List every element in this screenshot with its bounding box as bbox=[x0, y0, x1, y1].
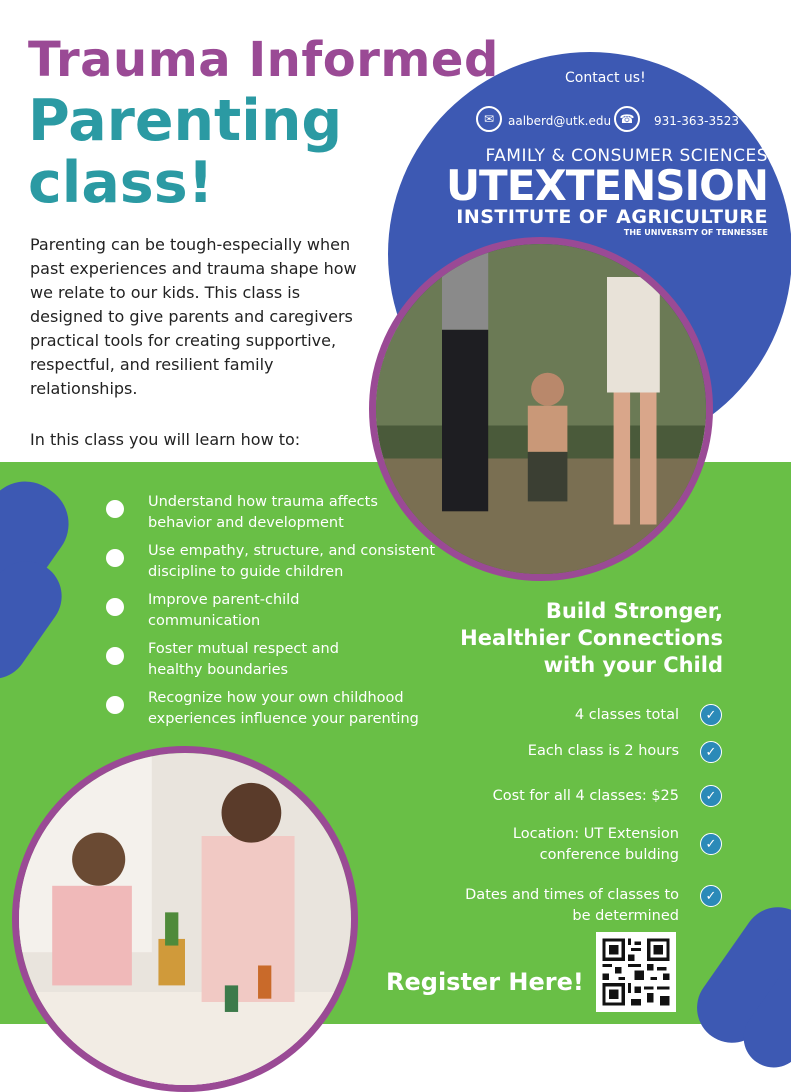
bullet-dot-icon bbox=[106, 696, 124, 714]
checkmark-icon: ✓ bbox=[700, 704, 722, 726]
mother-daughter-painting-photo bbox=[12, 746, 358, 1092]
checkmark-icon: ✓ bbox=[700, 741, 722, 763]
bullet-text: Use empathy, structure, and consistent discipline to guide children bbox=[148, 543, 436, 580]
bullet-dot-icon bbox=[106, 598, 124, 616]
bullet-dot-icon bbox=[106, 647, 124, 665]
intro-paragraph: Parenting can be tough-especially when past experiences and trauma shape how we relate to our kids. This class is designed to give parents and caregivers practical tools for creating supportive, respectful, and resilient family relationships. bbox=[30, 235, 357, 398]
feature-item: Dates and times of classes to be determined bbox=[465, 887, 679, 924]
bullet-text: Recognize how your own childhood experiences influence your parenting bbox=[148, 690, 419, 727]
list-item bbox=[106, 688, 446, 730]
bullet-text: Improve parent-child communication bbox=[148, 592, 300, 629]
contact-email[interactable]: aalberd@utk.edu bbox=[508, 114, 612, 128]
feature-item: Cost for all 4 classes: $25 bbox=[492, 788, 679, 804]
contact-phone[interactable]: 931-363-3523 bbox=[654, 114, 740, 128]
list-item bbox=[106, 541, 446, 583]
checkmark-icon: ✓ bbox=[700, 833, 722, 855]
bullet-dot-icon bbox=[106, 549, 124, 567]
checkmark-icon: ✓ bbox=[700, 885, 722, 907]
contact-title: Contact us! bbox=[565, 70, 646, 86]
list-item bbox=[106, 590, 348, 632]
qr-code-icon[interactable] bbox=[596, 932, 676, 1012]
bullet-text: Foster mutual respect and healthy boundaries bbox=[148, 641, 339, 678]
bullet-text: Understand how trauma affects behavior and development bbox=[148, 494, 378, 531]
learn-intro: In this class you will learn how to: bbox=[30, 430, 301, 449]
feature-item: Location: UT Extension conference bulding bbox=[512, 826, 679, 863]
feature-item: 4 classes total bbox=[574, 707, 679, 723]
logo-line-2: UTEXTENSION bbox=[445, 161, 768, 210]
logo-line-1: FAMILY & CONSUMER SCIENCES bbox=[485, 146, 768, 166]
headline-line-1: Build Stronger, bbox=[545, 599, 723, 623]
list-item bbox=[106, 492, 446, 534]
register-button[interactable]: Register Here! bbox=[386, 968, 584, 996]
list-item bbox=[106, 639, 348, 681]
bullet-dot-icon bbox=[106, 500, 124, 518]
title-line-1: Trauma Informed bbox=[28, 32, 499, 88]
headline-line-2: Healthier Connections bbox=[460, 626, 723, 650]
title-line-2: Parenting class! bbox=[28, 88, 343, 216]
logo-line-3: INSTITUTE OF AGRICULTURE bbox=[456, 206, 768, 228]
headline bbox=[363, 598, 723, 679]
feature-item: Each class is 2 hours bbox=[527, 743, 679, 759]
headline-line-3: with your Child bbox=[543, 653, 723, 677]
logo-line-4: THE UNIVERSITY OF TENNESSEE bbox=[623, 228, 768, 237]
phone-icon: ☎ bbox=[614, 106, 640, 132]
envelope-icon: ✉ bbox=[476, 106, 502, 132]
ut-extension-logo bbox=[438, 146, 768, 237]
checkmark-icon: ✓ bbox=[700, 785, 722, 807]
